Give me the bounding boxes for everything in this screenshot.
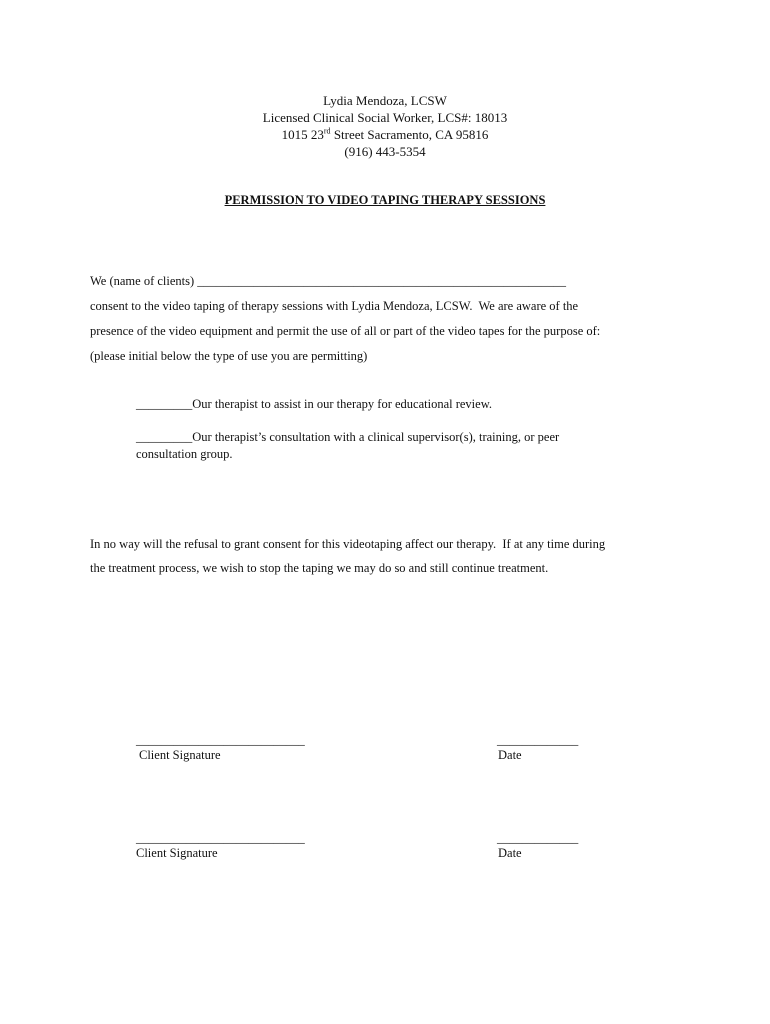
client-signature-field[interactable]: ___________________________ [136,733,305,747]
date-field[interactable]: _____________ [497,831,579,845]
address-part-1: 1015 23 [281,127,324,142]
client-signature-label: Client Signature [136,846,218,860]
therapist-address [0,127,770,143]
therapist-license: Licensed Clinical Social Worker, LCS#: 18013 [262,110,508,125]
therapist-name: Lydia Mendoza, LCSW [323,93,447,108]
refusal-line-1: In no way will the refusal to grant consent for this videotaping affect our therapy. If at any time during [90,537,606,551]
initial-field-educational[interactable]: _________ [136,397,193,411]
page-title: PERMISSION TO VIDEO TAPING THERAPY SESSIONS [224,193,546,207]
clients-name-field[interactable]: ___________________________________________________________ [197,274,567,288]
use-option-consultation [136,430,559,445]
refusal-line-2: the treatment process, we wish to stop the taping we may do so and still continue treatment. [90,561,549,575]
use-option-label: Our therapist to assist in our therapy for educational review. [192,397,493,411]
clients-name-line [90,274,566,289]
address-ordinal: rd [323,126,331,136]
client-signature-field[interactable]: ___________________________ [136,831,305,845]
use-option-consultation-cont: consultation group. [136,447,233,461]
therapist-phone: (916) 443-5354 [344,144,426,159]
address-part-2: Street Sacramento, CA 95816 [330,127,489,142]
date-label: Date [498,846,522,860]
initial-field-consultation[interactable]: _________ [136,430,193,444]
date-label: Date [498,748,522,762]
consent-line-3: presence of the video equipment and permit the use of all or part of the video tapes for the purpose of: [90,324,601,338]
use-option-educational [136,397,492,412]
consent-line-4: (please initial below the type of use you are permitting) [90,349,368,363]
client-signature-label: Client Signature [139,748,221,762]
consent-line-2: consent to the video taping of therapy sessions with Lydia Mendoza, LCSW. We are aware of the [90,299,579,313]
clients-name-label: We (name of clients) [90,274,198,288]
date-field[interactable]: _____________ [497,733,579,747]
use-option-label: Our therapist’s consultation with a clinical supervisor(s), training, or peer [192,430,560,444]
